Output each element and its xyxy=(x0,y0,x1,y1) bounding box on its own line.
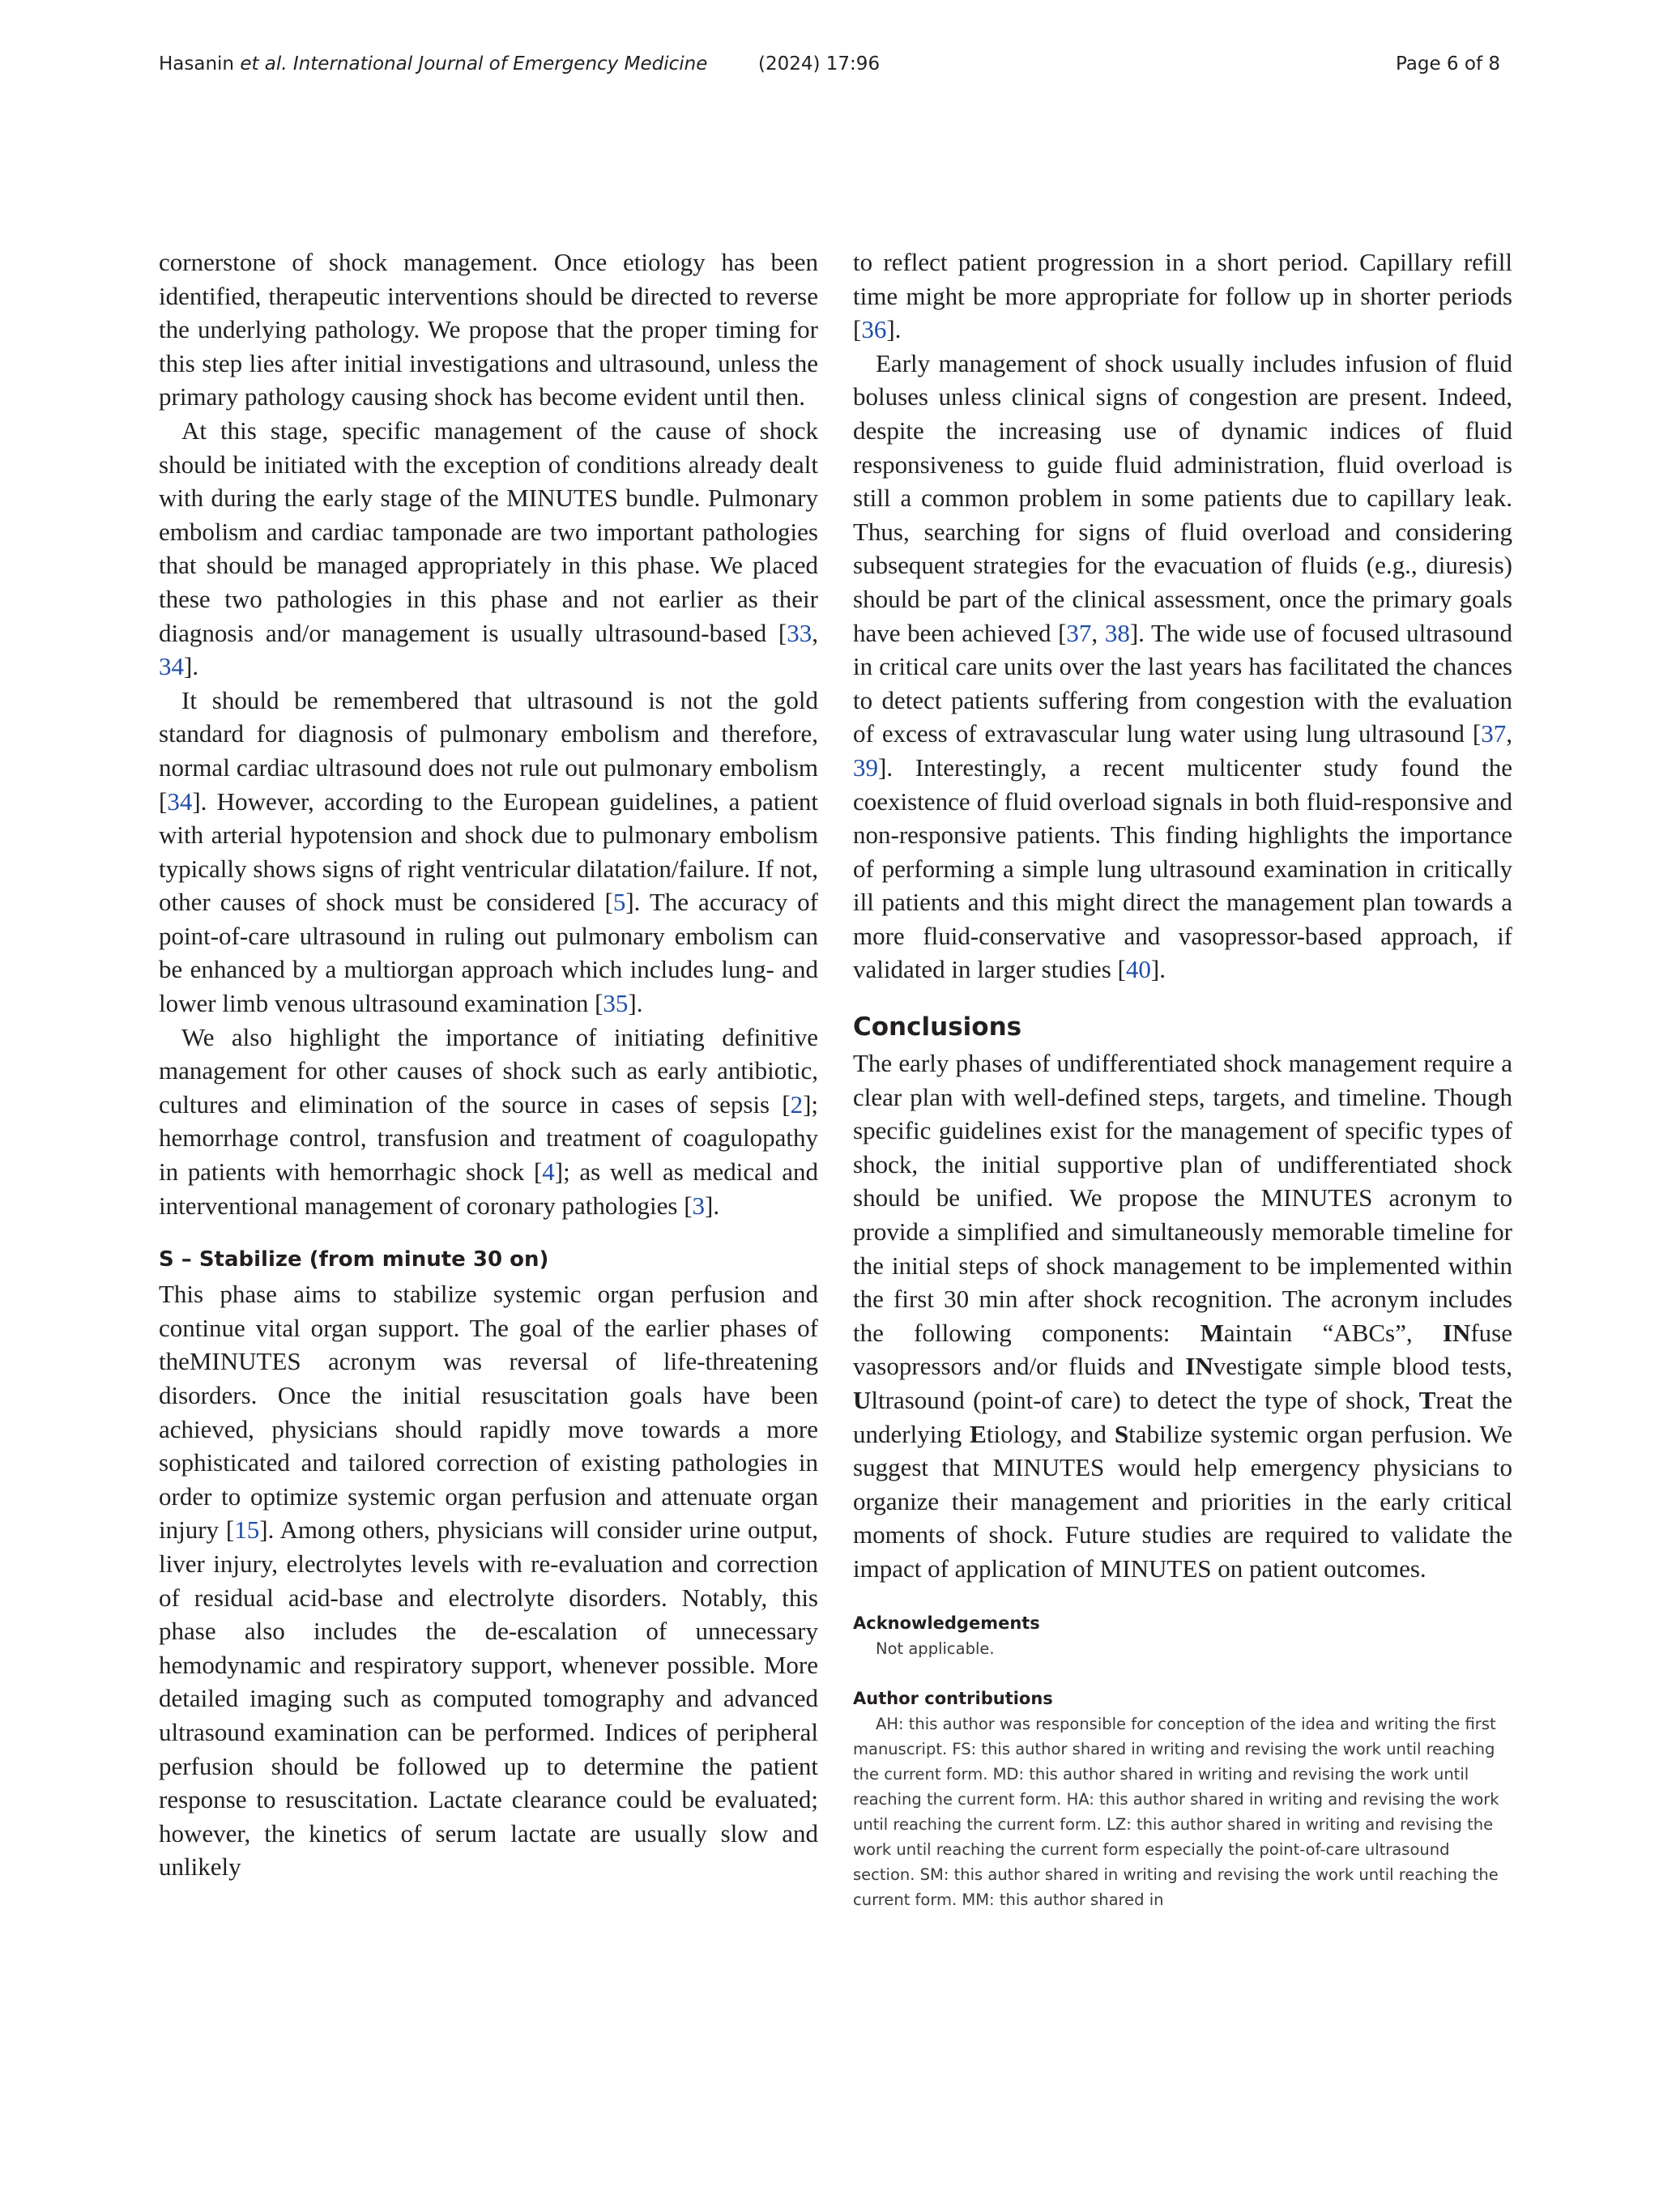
acknowledgements-text: Not applicable. xyxy=(876,1639,995,1658)
left-column xyxy=(159,245,818,1884)
citation-link[interactable]: 15 xyxy=(234,1515,260,1545)
acknowledgements-heading: Acknowledgements xyxy=(853,1613,1040,1633)
paragraph: At this stage, specific management of the cause of shock should be initiated with the exception of conditions already dealt with during the early stage of the MINUTES bundle. Pulmonary embolism and cardiac tamponade are two important pathologies that should be managed appropriately in this phase. We placed these two pathologies in this phase and not earlier as their diagnosis and/or management is usually ultrasound-based [33, 34]. xyxy=(159,416,818,681)
citation-link[interactable]: 3 xyxy=(692,1191,706,1220)
citation-link[interactable]: 36 xyxy=(861,315,887,344)
citation-link[interactable]: 39 xyxy=(853,752,878,782)
right-column xyxy=(853,245,1512,1912)
section-heading-conclusions: Conclusions xyxy=(853,1012,1022,1042)
paragraph: It should be remembered that ultrasound is not the gold standard for diagnosis of pulmonary embolism and therefore, normal cardiac ultrasound does not rule out pulmonary embolism [34]. However, according to the European guidelines, a patient with arterial hypotension and shock due to pulmonary embolism typically shows signs of right ventricular dilatation/failure. If not, other causes of shock must be considered [5]. The accuracy of point-of-care ultrasound in ruling out pulmonary embolism can be enhanced by a multiorgan approach which includes lung- and lower limb venous ultrasound examination [35]. xyxy=(159,685,818,1018)
paragraph: to reflect patient progression in a short period. Capillary refill time might be more appropriate for follow up in shorter periods [36]. xyxy=(853,248,1512,344)
citation-link[interactable]: 34 xyxy=(167,786,193,816)
header-year-volume: (2024) 17:96 xyxy=(758,53,881,75)
citation-link[interactable]: 34 xyxy=(159,652,184,681)
author-contributions-text: AH: this author was responsible for conception of the idea and writing the first manuscript. FS: this author shared in writing and revising the work until reaching the current form. MD: this author shared in writing and revising the work until reaching the current form. HA: this author shared in writing and revising the work until reaching the current form. LZ: this author shared in writing and revising the work until reaching the current form especially the point-of-care ultrasound section. SM: this author shared in writing and revising the work until reaching the current form. MM: this author shared in xyxy=(853,1714,1499,1909)
paragraph: The early phases of undifferentiated shock management require a clear plan with well-defined steps, targets, and timeline. Though specific guidelines exist for the management of specific types of shock, the initial supportive plan of undifferentiated shock should be unified. We propose the MINUTES acronym to provide a simplified and simultaneously memorable timeline for the initial steps of shock management to be implemented within the first 30 min after shock recognition. The acronym includes the following components: Maintain “ABCs”, INfuse vasopressors and/or fluids and INvestigate simple blood tests, Ultrasound (point-of care) to detect the type of shock, Treat the underlying Etiology, and Stabilize systemic organ perfusion. We suggest that MINUTES would help emergency physicians to organize their management and priorities in the early critical moments of shock. Future studies are required to validate the impact of application of MINUTES on patient outcomes. xyxy=(853,1049,1513,1583)
paragraph: Early management of shock usually includes infusion of fluid boluses unless clinical signs of congestion are present. Indeed, despite the increasing use of dynamic indices of fluid responsiveness to guide fluid administration, fluid overload is still a common problem in some patients due to capillary leak. Thus, searching for signs of fluid overload and considering subsequent strategies for the evacuation of fluids (e.g., diuresis) should be part of the clinical assessment, once the primary goals have been achieved [37, 38]. The wide use of focused ultrasound in critical care units over the last years has facilitated the chances to detect patients suffering from congestion with the evaluation of excess of extravascular lung water using lung ultrasound [37, 39]. Interestingly, a recent multicenter study found the coexistence of fluid overload signals in both fluid-responsive and non-responsive patients. This finding highlights the importance of performing a simple lung ultrasound examination in critically ill patients and this might direct the management plan towards a more fluid-conservative and vasopressor-based approach, if validated in larger studies [40]. xyxy=(853,348,1513,984)
citation-link[interactable]: 4 xyxy=(542,1157,555,1187)
paragraph: cornerstone of shock management. Once etiology has been identified, therapeutic interventions should be directed to reverse the underlying pathology. We propose that the proper timing for this step lies after initial investigations and ultrasound, unless the primary pathology causing shock has become evident until then. xyxy=(159,248,818,411)
paragraph: We also highlight the importance of initiating definitive management for other causes of shock such as early antibiotic, cultures and elimination of the source in cases of sepsis [2]; hemorrhage control, transfusion and treatment of coagulopathy in patients with hemorrhagic shock [4]; as well as medical and interventional management of coronary pathologies [3]. xyxy=(159,1022,818,1220)
header-citation xyxy=(159,53,707,75)
citation-link[interactable]: 38 xyxy=(1104,618,1130,647)
citation-link[interactable]: 37 xyxy=(1481,719,1507,748)
paragraph: This phase aims to stabilize systemic organ perfusion and continue vital organ support. The goal of the earlier phases of theMINUTES acronym was reversal of life-threatening disorders. Once the initial resuscitation goals have been achieved, physicians should rapidly move towards a more sophisticated and tailored correction of existing pathologies in order to optimize systemic organ perfusion and attenuate organ injury [15]. Among others, physicians will consider urine output, liver injury, electrolytes levels with re-evaluation and correction of residual acid-base and electrolyte disorders. Notably, this phase also includes the de-escalation of unnecessary hemodynamic and respiratory support, whenever possible. More detailed imaging such as computed tomography and advanced ultrasound examination can be performed. Indices of peripheral perfusion should be followed up to determine the patient response to resuscitation. Lactate clearance could be evaluated; however, the kinetics of serum lactate are usually slow and unlikely xyxy=(159,1280,818,1882)
author-contributions-heading: Author contributions xyxy=(853,1688,1053,1708)
running-header xyxy=(159,53,1500,83)
citation-link[interactable]: 37 xyxy=(1066,618,1092,647)
citation-link[interactable]: 40 xyxy=(1125,955,1151,984)
citation-link[interactable]: 35 xyxy=(603,989,629,1018)
section-subheading: S – Stabilize (from minute 30 on) xyxy=(159,1247,549,1272)
citation-link[interactable]: 5 xyxy=(612,888,626,917)
header-page-number: Page 6 of 8 xyxy=(1395,53,1500,75)
header-authors: Hasanin xyxy=(159,53,241,75)
citation-link[interactable]: 33 xyxy=(787,618,812,647)
citation-link[interactable]: 2 xyxy=(790,1089,804,1119)
header-journal: et al. International Journal of Emergency Medicine xyxy=(240,53,708,75)
